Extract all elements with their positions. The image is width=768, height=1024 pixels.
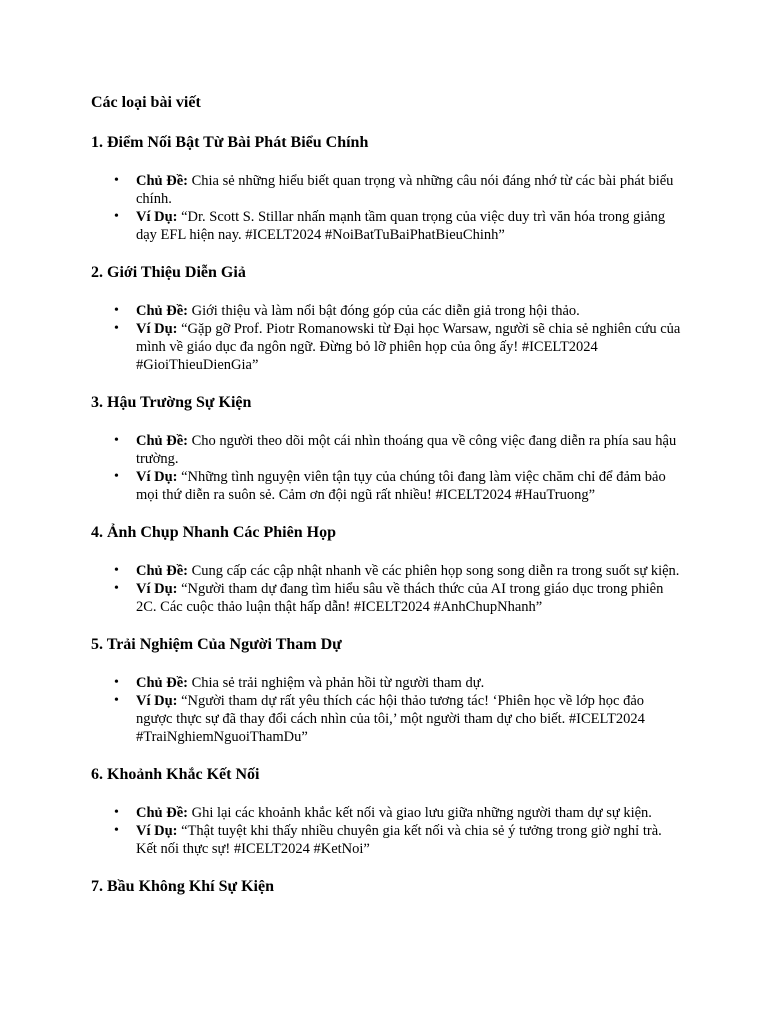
example-text: “Những tình nguyện viên tận tụy của chúng tôi đang làm việc chăm chỉ để đảm bảo mọi thứ diễn ra suôn sẻ. Cảm ơn đội ngũ rất nhiều! #ICELT2024 #HauTruong” [136,469,666,503]
topic-bullet [136,302,681,320]
example-text: “Người tham dự đang tìm hiểu sâu về thách thức của AI trong giáo dục trong phiên 2C. Các cuộc thảo luận thật hấp dẫn! #ICELT2024 #AnhChupNhanh” [136,581,664,615]
example-text: “Dr. Scott S. Stillar nhấn mạnh tầm quan trọng của việc duy trì văn hóa trong giảng dạy EFL hiện nay. #ICELT2024 #NoiBatTuBaiPhatBieuChinh” [136,209,666,243]
topic-label: Chủ Đề: [136,433,188,449]
example-label: Ví Dụ: [136,469,178,485]
section-session-snapshots [91,522,681,616]
bullet-list [91,804,681,858]
section-attendee-experience [91,634,681,746]
section-heading: 4. Ảnh Chụp Nhanh Các Phiên Họp [91,524,336,541]
example-bullet [136,580,681,616]
example-bullet [136,692,681,746]
topic-label: Chủ Đề: [136,675,188,691]
example-bullet [136,822,681,858]
section-heading: 1. Điểm Nối Bật Từ Bài Phát Biểu Chính [91,134,369,151]
example-text: “Thật tuyệt khi thấy nhiều chuyên gia kết nối và chia sẻ ý tưởng trong giờ nghỉ trà. Kết nối thực sự! #ICELT2024 #KetNoi” [136,823,662,857]
section-speaker-intro [91,262,681,374]
example-text: “Người tham dự rất yêu thích các hội thảo tương tác! ‘Phiên học về lớp học đảo ngược thực sự đã thay đổi cách nhìn của tôi,’ một người tham dự cho biết. #ICELT2024 #TraiNghiemNguoiThamDu” [136,693,645,745]
example-bullet [136,468,681,504]
example-bullet [136,320,681,374]
example-label: Ví Dụ: [136,209,178,225]
topic-label: Chủ Đề: [136,805,188,821]
topic-label: Chủ Đề: [136,173,188,189]
section-event-atmosphere [91,876,681,898]
example-label: Ví Dụ: [136,321,178,337]
section-networking-moments [91,764,681,858]
example-label: Ví Dụ: [136,823,178,839]
section-heading: 6. Khoảnh Khắc Kết Nối [91,766,260,783]
bullet-list [91,302,681,374]
bullet-list [91,674,681,746]
topic-text: Giới thiệu và làm nổi bật đóng góp của các diễn giả trong hội thảo. [191,303,580,319]
section-heading: 2. Giới Thiệu Diễn Giả [91,264,246,281]
section-heading: 3. Hậu Trường Sự Kiện [91,394,252,411]
topic-text: Chia sẻ những hiểu biết quan trọng và những câu nói đáng nhớ từ các bài phát biểu chính. [136,173,674,207]
topic-bullet [136,562,681,580]
section-behind-the-scenes [91,392,681,504]
example-bullet [136,208,681,244]
section-heading: 7. Bầu Không Khí Sự Kiện [91,878,274,895]
example-label: Ví Dụ: [136,693,178,709]
topic-bullet [136,674,681,692]
topic-label: Chủ Đề: [136,563,188,579]
topic-text: Ghi lại các khoảnh khắc kết nối và giao lưu giữa những người tham dự sự kiện. [191,805,652,821]
topic-bullet [136,804,681,822]
topic-bullet [136,172,681,208]
topic-bullet [136,432,681,468]
document-page [91,92,681,916]
example-text: “Gặp gỡ Prof. Piotr Romanowski từ Đại học Warsaw, người sẽ chia sẻ nghiên cứu của mình về giáo dục đa ngôn ngữ. Đừng bỏ lỡ phiên họp của ông ấy! #ICELT2024 #GioiThieuDienGia” [136,321,681,373]
topic-label: Chủ Đề: [136,303,188,319]
section-keynote-highlights [91,132,681,244]
example-label: Ví Dụ: [136,581,178,597]
topic-text: Cung cấp các cập nhật nhanh về các phiên họp song song diễn ra trong suốt sự kiện. [191,563,680,579]
document-title: Các loại bài viết [91,94,201,111]
bullet-list [91,562,681,616]
topic-text: Chia sẻ trải nghiệm và phản hồi từ người tham dự. [191,675,485,691]
section-heading: 5. Trải Nghiệm Của Người Tham Dự [91,636,342,653]
bullet-list [91,172,681,244]
bullet-list [91,432,681,504]
topic-text: Cho người theo dõi một cái nhìn thoáng qua về công việc đang diễn ra phía sau hậu trường. [136,433,677,467]
